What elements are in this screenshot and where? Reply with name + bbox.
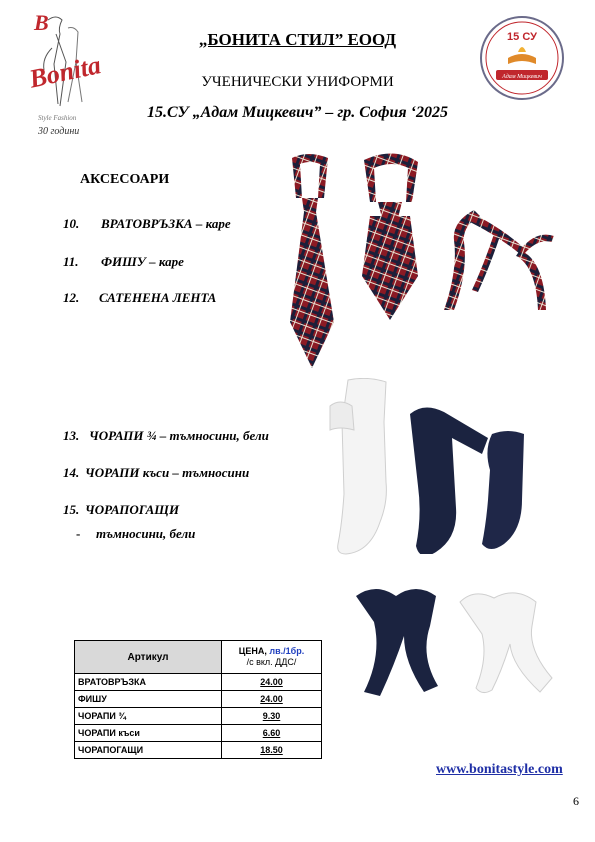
table-row bbox=[75, 725, 322, 742]
tights-icon bbox=[350, 586, 450, 696]
row-article: ФИШУ bbox=[75, 691, 222, 708]
row-price: 24.00 bbox=[260, 677, 283, 687]
item-number: 14. bbox=[63, 465, 80, 480]
website-link[interactable]: www.bonitastyle.com bbox=[436, 762, 563, 777]
item-number: 10. bbox=[63, 216, 80, 231]
section-title: АКСЕСОАРИ bbox=[80, 172, 170, 187]
logo-tagline: Style Fashion bbox=[38, 114, 77, 122]
logo-brand: Bonita bbox=[26, 50, 104, 94]
row-price-cell bbox=[222, 691, 322, 708]
table-row bbox=[75, 708, 322, 725]
list-item-short-socks bbox=[63, 465, 249, 481]
row-article: ЧОРАПОГАЩИ bbox=[75, 742, 222, 759]
item-text: САТЕНЕНА ЛЕНТА bbox=[99, 290, 217, 305]
list-item-fichu bbox=[63, 254, 184, 270]
table-row bbox=[75, 691, 322, 708]
price-header-label: ЦЕНА, bbox=[238, 646, 270, 656]
tights-icon bbox=[456, 590, 556, 696]
item-text: ФИШУ – каре bbox=[101, 254, 184, 269]
white-sock-icon bbox=[328, 378, 390, 556]
logo-years: 30 години bbox=[38, 126, 80, 137]
satin-ribbon-icon bbox=[440, 206, 560, 312]
item-text: тъмносини, бели bbox=[96, 526, 196, 541]
price-table bbox=[74, 640, 322, 759]
row-price: 18.50 bbox=[260, 745, 283, 755]
item-number: 11. bbox=[63, 254, 79, 269]
list-item-tie bbox=[63, 216, 231, 232]
price-header-unit: лв./1бр. bbox=[269, 646, 305, 656]
navy-sock-icon bbox=[402, 404, 490, 554]
item-dash: - bbox=[76, 526, 81, 541]
price-header-note: /с вкл. ДДС/ bbox=[246, 657, 297, 667]
page-subtitle: УЧЕНИЧЕСКИ УНИФОРМИ bbox=[201, 74, 394, 90]
list-item-tights-colors bbox=[76, 526, 195, 542]
table-row bbox=[75, 674, 322, 691]
list-item-tights bbox=[63, 502, 179, 518]
item-number: 15. bbox=[63, 502, 80, 517]
row-price: 9.30 bbox=[262, 711, 281, 721]
item-text: ЧОРАПОГАЩИ bbox=[85, 502, 180, 517]
table-header-price bbox=[222, 641, 322, 674]
emblem-ribbon: Адам Мицкевич bbox=[502, 74, 542, 80]
item-text: ЧОРАПИ ¾ – тъмносини, бели bbox=[89, 428, 269, 443]
list-item-socks-34 bbox=[63, 428, 269, 444]
item-text: ВРАТОВРЪЗКА – каре bbox=[101, 216, 231, 231]
tie-icon bbox=[282, 154, 342, 372]
emblem-label: 15 СУ bbox=[507, 31, 537, 43]
item-text: ЧОРАПИ къси – тъмносини bbox=[85, 465, 250, 480]
row-price-cell bbox=[222, 708, 322, 725]
row-price-cell bbox=[222, 674, 322, 691]
table-row bbox=[75, 742, 322, 759]
row-article: ЧОРАПИ ¾ bbox=[75, 708, 222, 725]
row-price-cell bbox=[222, 725, 322, 742]
company-name: „БОНИТА СТИЛ” ЕООД bbox=[198, 30, 397, 49]
row-price: 6.60 bbox=[262, 728, 281, 738]
page-number: 6 bbox=[573, 794, 579, 808]
row-article: ВРАТОВРЪЗКА bbox=[75, 674, 222, 691]
fichu-icon bbox=[356, 152, 426, 322]
table-header-article: Артикул bbox=[75, 641, 222, 674]
navy-sock-icon bbox=[478, 428, 532, 552]
item-number: 12. bbox=[63, 290, 80, 305]
school-title: 15.СУ „Адам Мицкевич” – гр. София ‘2025 bbox=[147, 104, 448, 121]
row-price: 24.00 bbox=[260, 694, 283, 704]
svg-text:B: B bbox=[34, 10, 49, 35]
row-article: ЧОРАПИ къси bbox=[75, 725, 222, 742]
row-price-cell bbox=[222, 742, 322, 759]
list-item-ribbon bbox=[63, 290, 216, 306]
item-number: 13. bbox=[63, 428, 80, 443]
